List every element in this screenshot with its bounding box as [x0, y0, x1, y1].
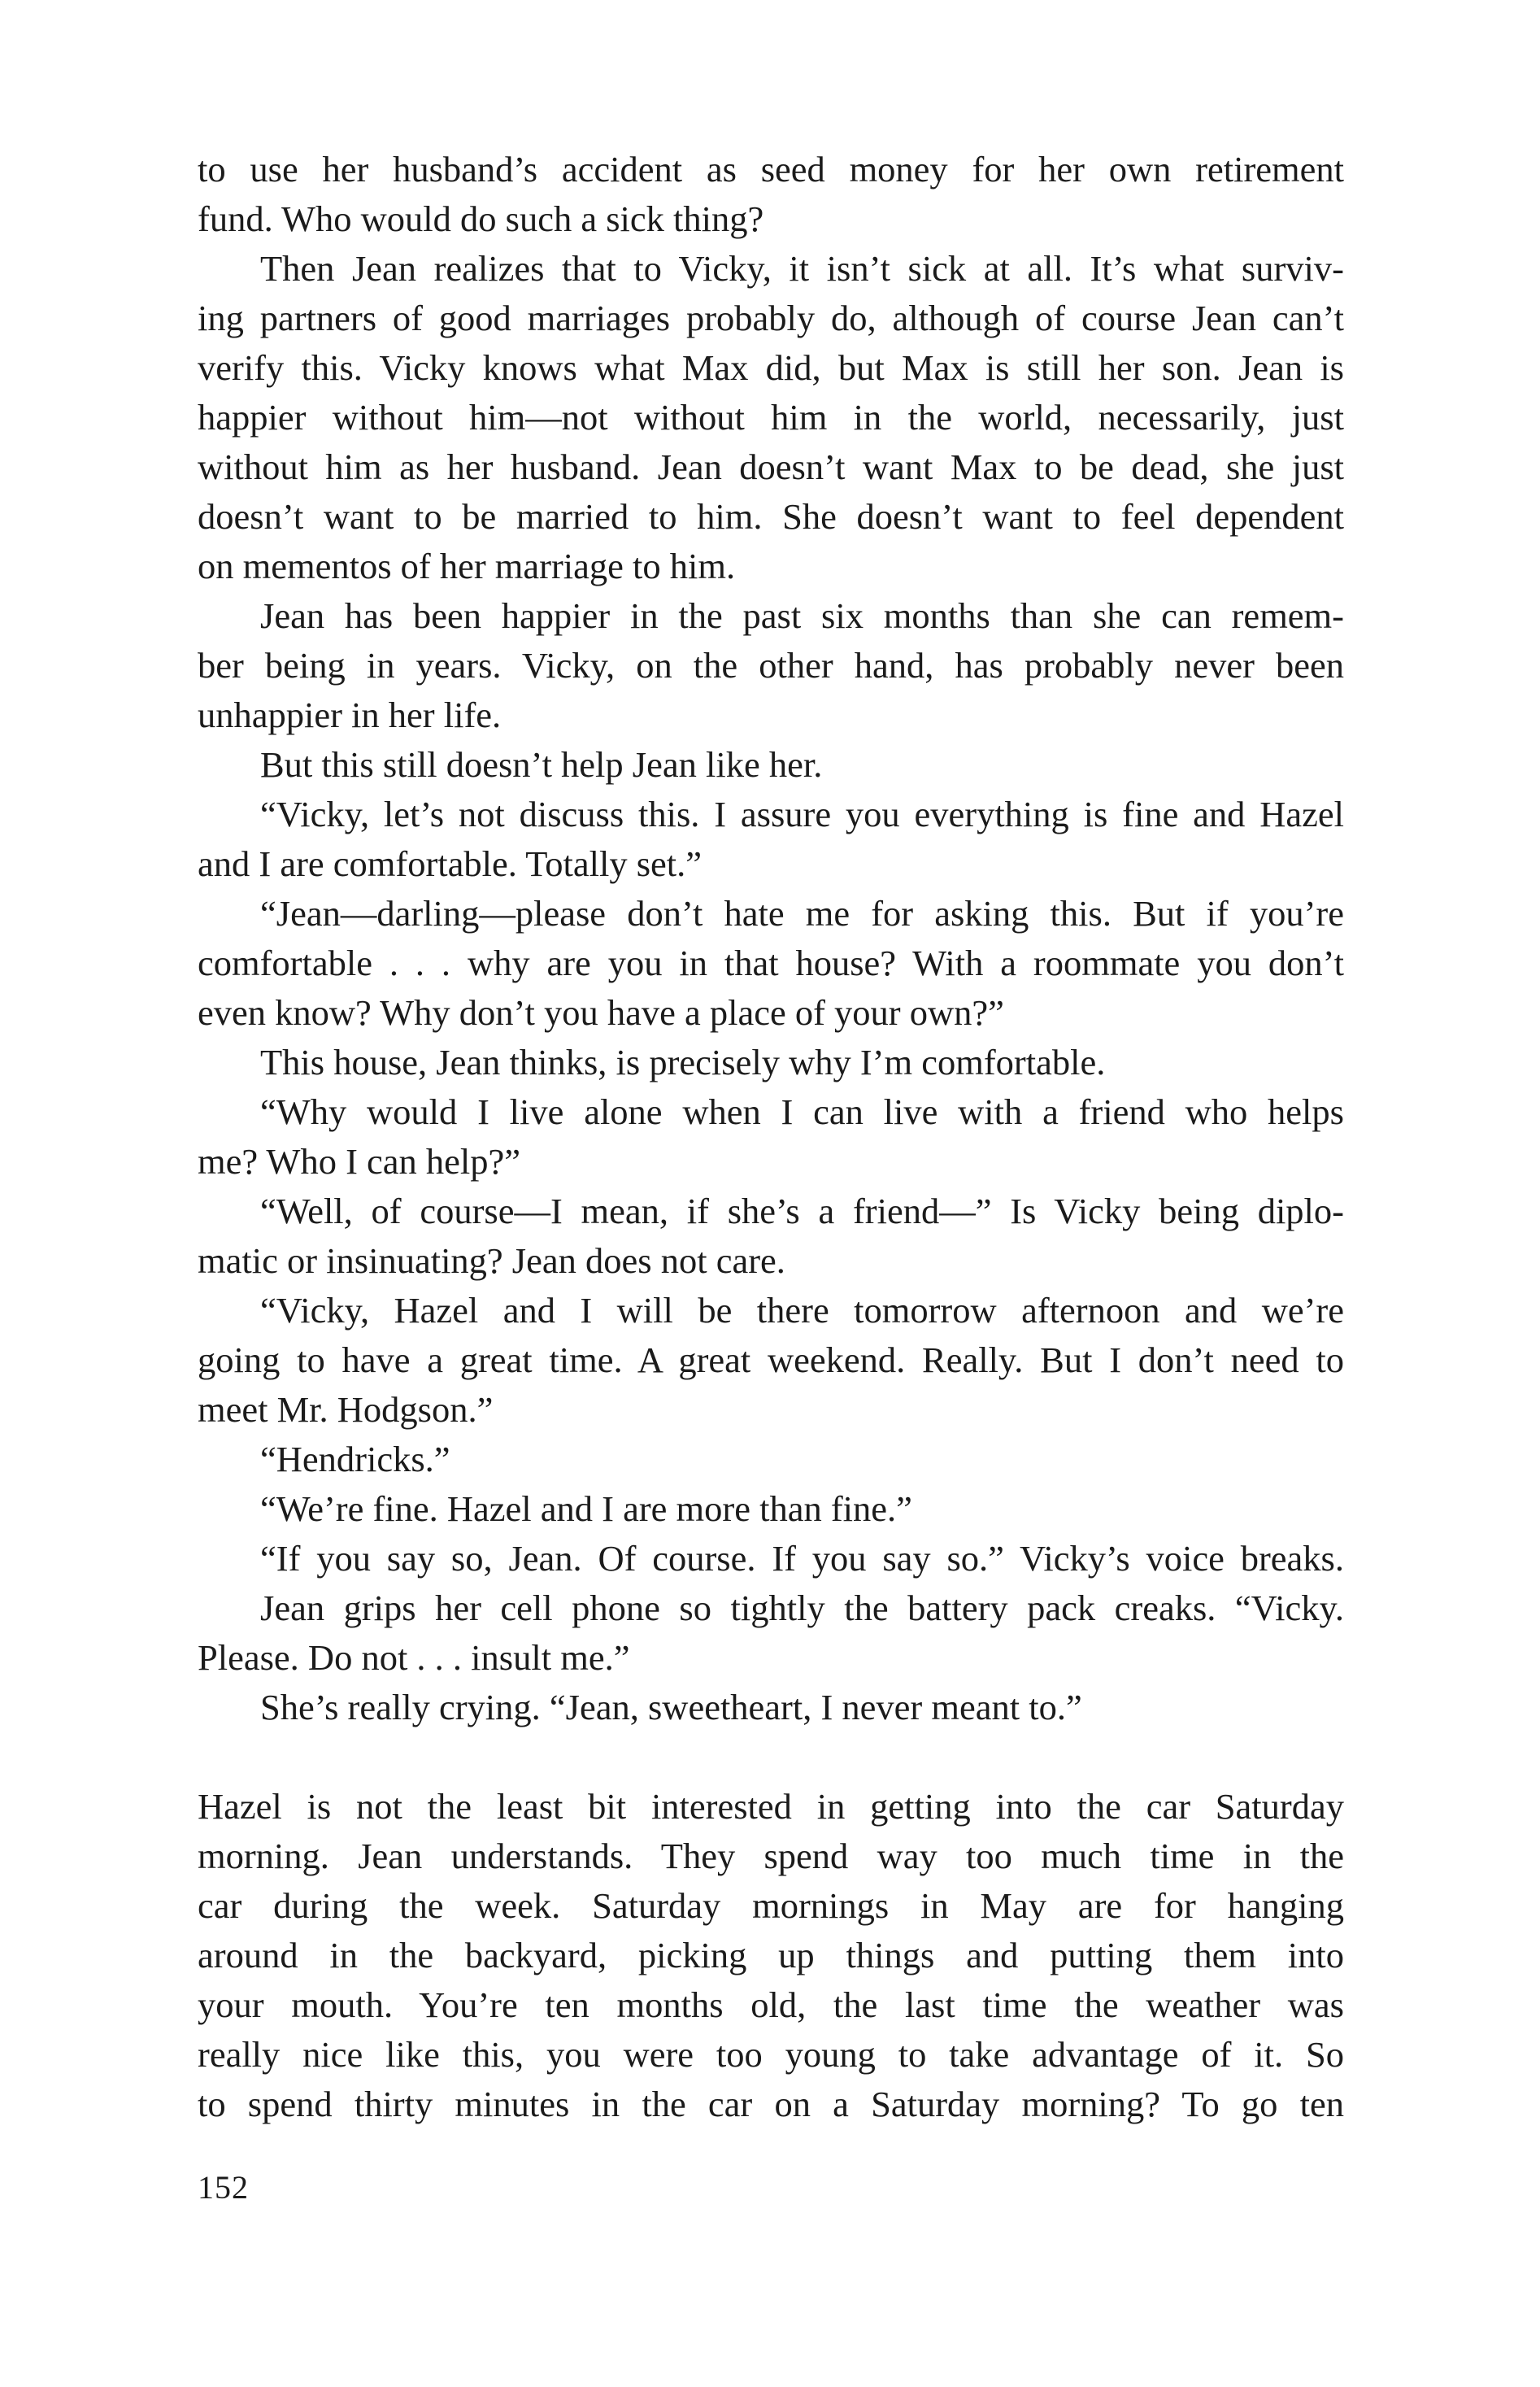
text-line: me? Who I can help?”	[198, 1141, 521, 1182]
text-line: your mouth. You’re ten months old, the last time the weather was	[198, 1984, 1344, 2025]
text-line: verify this. Vicky knows what Max did, but Max is still her son. Jean is	[198, 347, 1344, 388]
text-line: fund. Who would do such a sick thing?	[198, 198, 764, 239]
text-line: “If you say so, Jean. Of course. If you say so.” Vicky’s voice breaks.	[260, 1538, 1344, 1579]
text-line: happier without him—not without him in the world, necessarily, just	[198, 397, 1344, 438]
book-page-body	[198, 145, 1344, 2129]
text-line: “Hendricks.”	[260, 1439, 450, 1479]
text-line: “We’re fine. Hazel and I are more than fine.”	[260, 1488, 912, 1529]
text-line: ing partners of good marriages probably do, although of course Jean can’t	[198, 298, 1344, 338]
text-line: “Vicky, let’s not discuss this. I assure you everything is fine and Hazel	[260, 794, 1344, 834]
text-line: She’s really crying. “Jean, sweetheart, I never meant to.”	[260, 1687, 1082, 1727]
text-block-before-break	[198, 145, 1344, 1732]
text-line: around in the backyard, picking up things and putting them into	[198, 1935, 1344, 1975]
text-line: on mementos of her marriage to him.	[198, 546, 736, 586]
text-line: to spend thirty minutes in the car on a Saturday morning? To go ten	[198, 2084, 1344, 2124]
text-line: morning. Jean understands. They spend way too much time in the	[198, 1836, 1344, 1876]
text-line: This house, Jean thinks, is precisely why I’m comfortable.	[260, 1042, 1106, 1082]
text-line: unhappier in her life.	[198, 695, 502, 735]
text-line: meet Mr. Hodgson.”	[198, 1389, 494, 1430]
text-line: Jean has been happier in the past six months than she can remem-	[260, 595, 1344, 636]
text-line: without him as her husband. Jean doesn’t want Max to be dead, she just	[198, 446, 1344, 487]
text-line: Then Jean realizes that to Vicky, it isn’t sick at all. It’s what surviv-	[260, 248, 1344, 289]
text-line: “Vicky, Hazel and I will be there tomorrow afternoon and we’re	[260, 1290, 1344, 1331]
text-line: even know? Why don’t you have a place of your own?”	[198, 992, 1004, 1033]
text-line: really nice like this, you were too young to take advantage of it. So	[198, 2034, 1344, 2075]
page-number: 152	[198, 2169, 249, 2206]
text-line: ber being in years. Vicky, on the other hand, has probably never been	[198, 645, 1344, 686]
text-line: doesn’t want to be married to him. She doesn’t want to feel dependent	[198, 496, 1344, 537]
text-line: car during the week. Saturday mornings in May are for hanging	[198, 1885, 1344, 1926]
text-line: to use her husband’s accident as seed money for her own retirement	[198, 149, 1344, 189]
text-line: Hazel is not the least bit interested in getting into the car Saturday	[198, 1786, 1344, 1827]
text-line: “Well, of course—I mean, if she’s a friend—” Is Vicky being diplo-	[260, 1191, 1344, 1231]
text-line: Please. Do not . . . insult me.”	[198, 1637, 630, 1678]
text-line: and I are comfortable. Totally set.”	[198, 843, 703, 884]
text-line: matic or insinuating? Jean does not care.	[198, 1240, 785, 1281]
text-line: “Why would I live alone when I can live with a friend who helps	[260, 1091, 1344, 1132]
section-break	[198, 1732, 1344, 1782]
text-line: going to have a great time. A great weekend. Really. But I don’t need to	[198, 1339, 1344, 1380]
text-line: But this still doesn’t help Jean like her.	[260, 744, 823, 785]
text-line: “Jean—darling—please don’t hate me for asking this. But if you’re	[260, 893, 1344, 934]
text-block-after-break	[198, 1782, 1344, 2129]
text-line: Jean grips her cell phone so tightly the battery pack creaks. “Vicky.	[260, 1588, 1344, 1628]
text-line: comfortable . . . why are you in that house? With a roommate you don’t	[198, 943, 1344, 983]
